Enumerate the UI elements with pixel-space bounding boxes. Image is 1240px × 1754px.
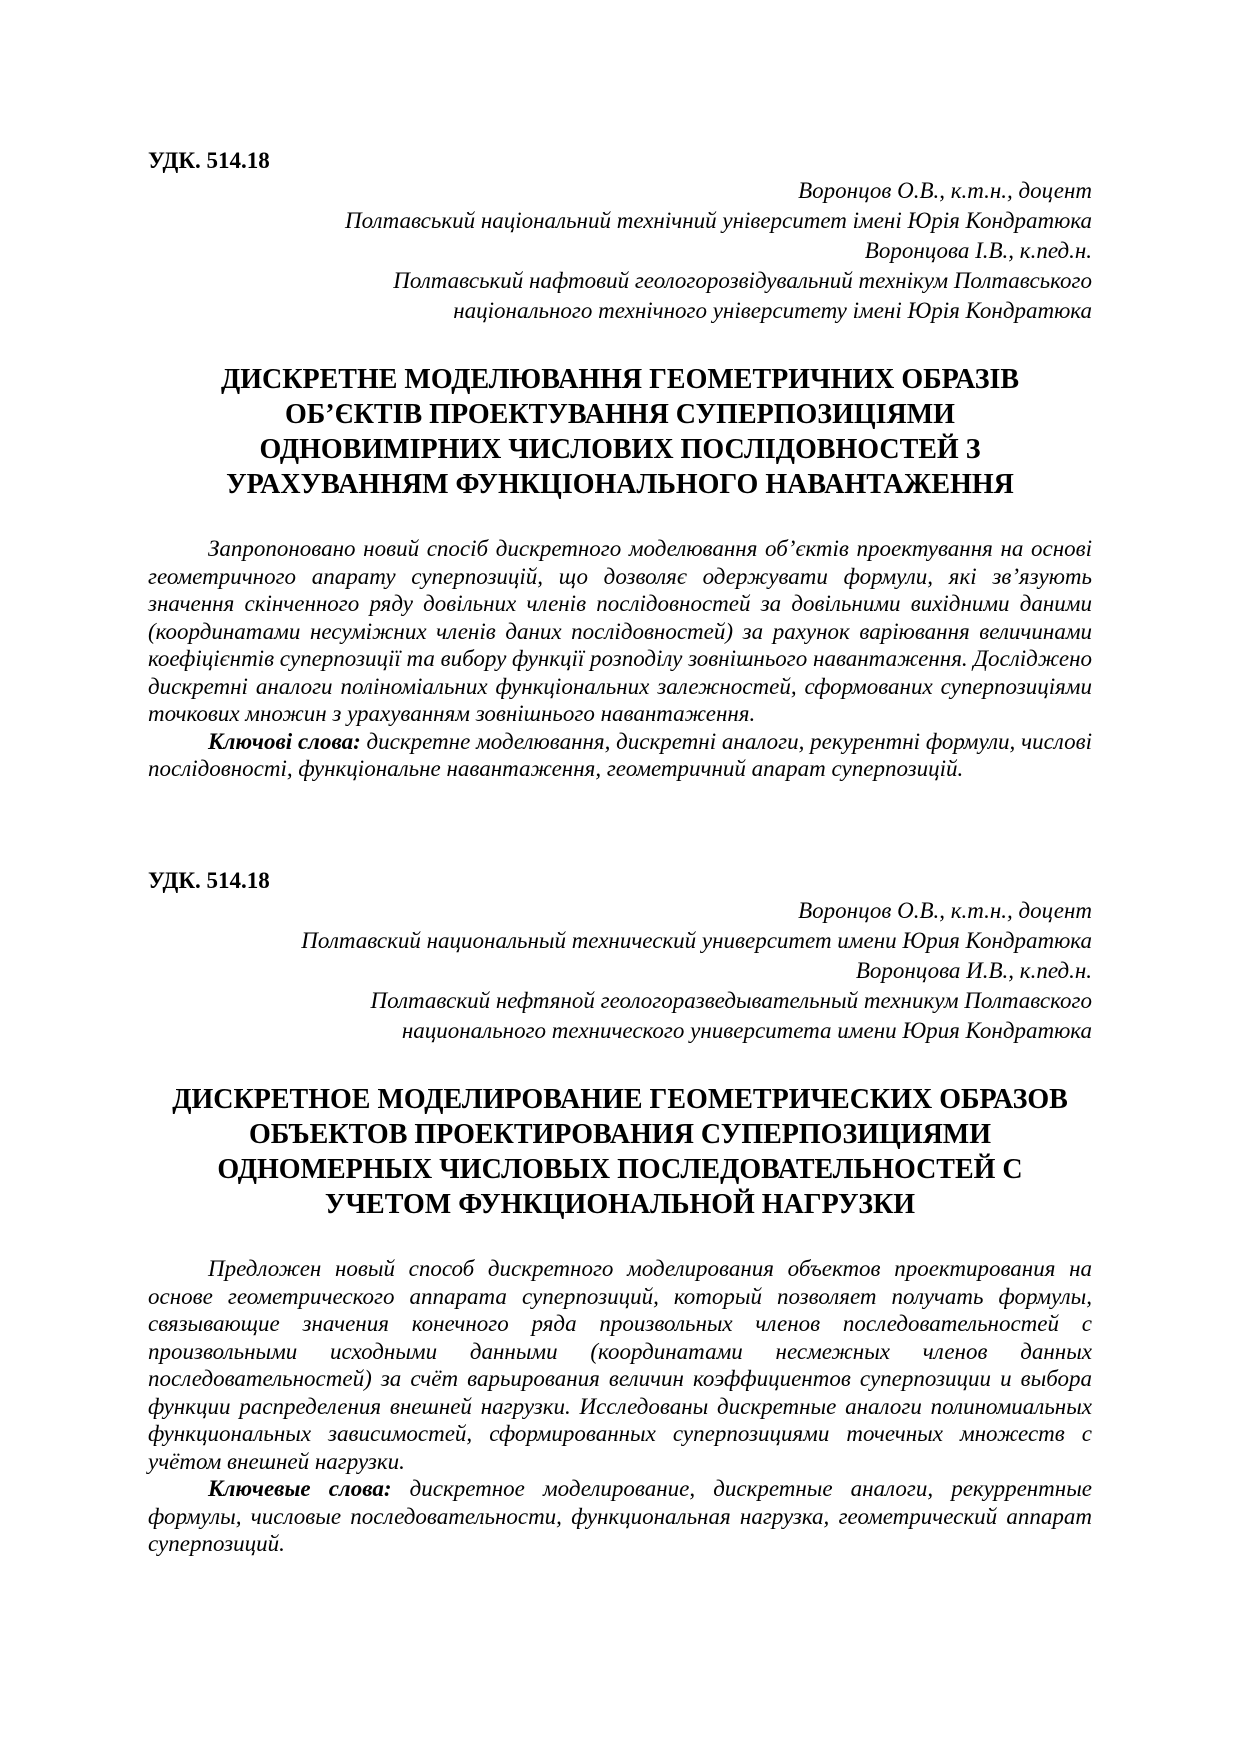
abstract: Предложен новый способ дискретного моделирования объектов проектирования на основе геометрического аппарата суперпозиций, который позволяет получать формулы, связывающие значения конечного ряда произвольных членов последовательностей с произвольными исходными данными (координатами несмежных членов данных последовательностей) за счёт варьирования величин коэффициентов суперпозиции и выбора функции распределения внешней нагрузки. Исследованы дискретные аналоги полиномиальных функциональных зависимостей, сформированных суперпозициями точечных множеств с учётом внешней нагрузки.	[148, 1256, 1092, 1474]
keywords	[148, 728, 1092, 783]
title-line: УЧЕТОМ ФУНКЦИОНАЛЬНОЙ НАГРУЗКИ	[324, 1189, 916, 1220]
title-line: ОДНОМЕРНЫХ ЧИСЛОВЫХ ПОСЛЕДОВАТЕЛЬНОСТЕЙ С	[217, 1154, 1023, 1185]
paper-title	[148, 362, 1092, 502]
abstract: Запропоновано новий спосіб дискретного моделювання об’єктів проектування на основі геометричного апарату суперпозицій, що дозволяє одержувати формули, які зв’язують значення скінченного ряду довільних членів послідовностей за довільними вихідними даними (координатами несуміжних членів даних послідовностей) за рахунок варіювання величинами коефіцієнтів суперпозиції та вибору функції розподілу зовнішнього навантаження. Досліджено дискретні аналоги поліноміальних функціональних залежностей, сформованих суперпозиціями точкових множин з урахуванням зовнішнього навантаження.	[148, 536, 1092, 726]
keywords	[148, 1475, 1092, 1558]
section-russian	[148, 866, 1092, 1558]
udk-code: УДК. 514.18	[148, 868, 270, 893]
author-name: Воронцова І.В., к.пед.н.	[864, 238, 1092, 263]
author-block	[148, 896, 1092, 1046]
title-line: ОБ’ЄКТІВ ПРОЕКТУВАННЯ СУПЕРПОЗИЦІЯМИ	[285, 399, 955, 430]
section-ukrainian	[148, 146, 1092, 783]
author-affiliation: національного технічного університету імені Юрія Кондратюка	[453, 298, 1092, 323]
title-line: ОДНОВИМІРНИХ ЧИСЛОВИХ ПОСЛІДОВНОСТЕЙ З	[259, 434, 981, 465]
keywords-text: дискретне моделювання, дискретні аналоги, рекурентні формули, числові послідовності, функціональне навантаження, геометричний апарат суперпозицій.	[148, 728, 1092, 781]
keywords-text: дискретное моделирование, дискретные аналоги, рекуррентные формулы, числовые последовательности, функциональная нагрузка, геометрический аппарат суперпозиций.	[148, 1476, 1092, 1556]
author-affiliation: Полтавский нефтяной геологоразведывательный техникум Полтавского	[370, 988, 1092, 1013]
keywords-label: Ключевые слова:	[208, 1476, 392, 1501]
author-name: Воронцов О.В., к.т.н., доцент	[798, 178, 1092, 203]
title-line: ДИСКРЕТНОЕ МОДЕЛИРОВАНИЕ ГЕОМЕТРИЧЕСКИХ ОБРАЗОВ	[172, 1084, 1068, 1115]
author-affiliation: Полтавський національний технічний університет імені Юрія Кондратюка	[345, 208, 1092, 233]
title-line: УРАХУВАННЯМ ФУНКЦІОНАЛЬНОГО НАВАНТАЖЕННЯ	[226, 469, 1014, 500]
author-affiliation: Полтавський нафтовий геологорозвідувальний технікум Полтавського	[393, 268, 1092, 293]
paper-title	[148, 1082, 1092, 1222]
author-name: Воронцова И.В., к.пед.н.	[855, 958, 1092, 983]
title-line: ОБЪЕКТОВ ПРОЕКТИРОВАНИЯ СУПЕРПОЗИЦИЯМИ	[248, 1119, 991, 1150]
title-line: ДИСКРЕТНЕ МОДЕЛЮВАННЯ ГЕОМЕТРИЧНИХ ОБРАЗІВ	[220, 364, 1020, 395]
author-name: Воронцов О.В., к.т.н., доцент	[798, 898, 1092, 923]
udk-code: УДК. 514.18	[148, 148, 270, 173]
author-block	[148, 176, 1092, 326]
author-affiliation: национального технического университета имени Юрия Кондратюка	[401, 1018, 1092, 1043]
author-affiliation: Полтавский национальный технический университет имени Юрия Кондратюка	[301, 928, 1092, 953]
keywords-label: Ключові слова:	[208, 728, 361, 754]
